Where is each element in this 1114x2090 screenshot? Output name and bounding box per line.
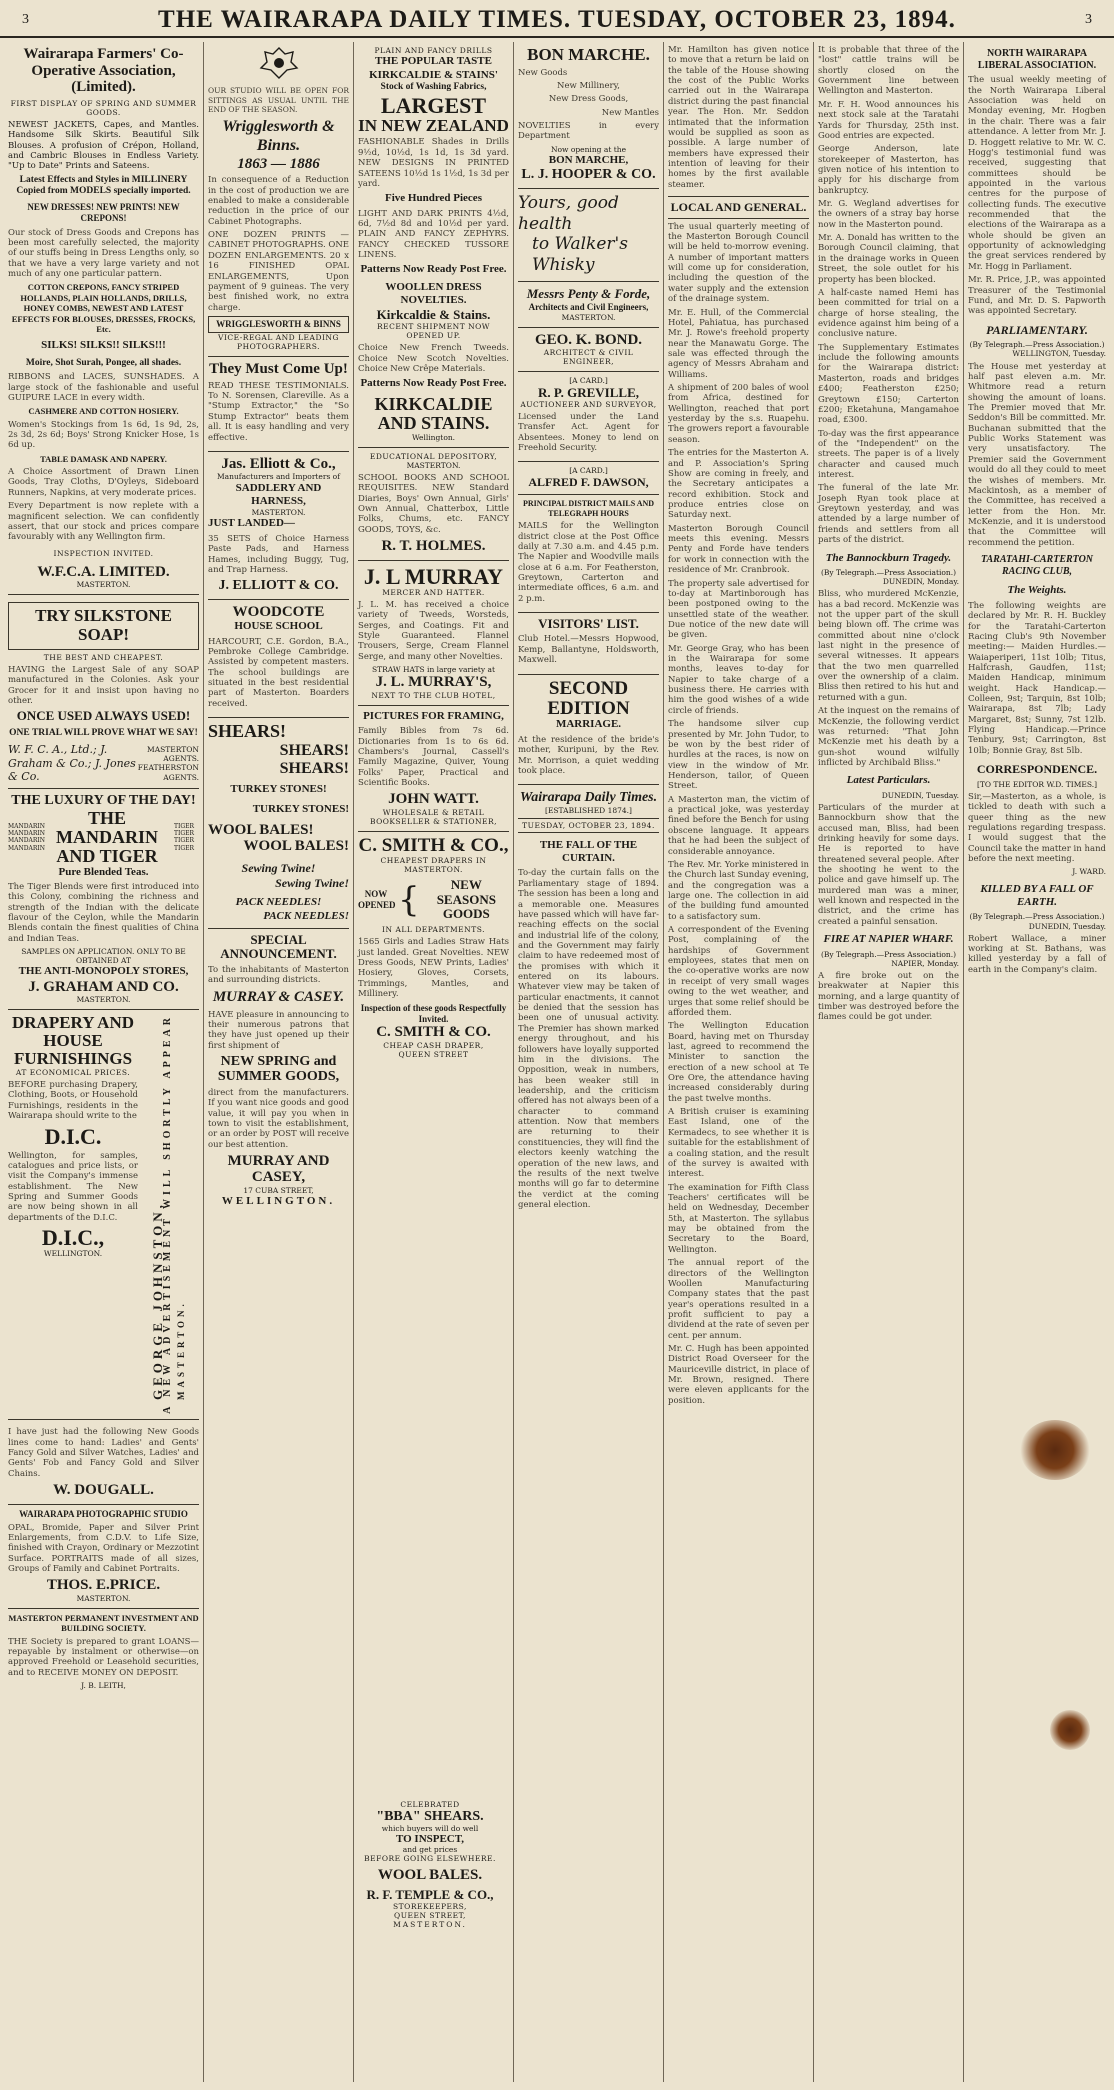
photo-ad	[8, 1505, 199, 1609]
cheapest-drapers: CHEAPEST DRAPERS IN MASTERTON.	[380, 856, 487, 875]
murray-filler-2: HAVE pleasure in announcing to their numerous patrons that they have just opened up their first shipment of	[208, 1009, 349, 1051]
woollen: WOOLLEN DRESS NOVELTIES.	[385, 280, 482, 307]
silkstone-title: TRY SILKSTONE SOAP!	[8, 602, 199, 649]
date-line: TUESDAY, OCTOBER 23, 1894.	[518, 818, 659, 833]
col6-body-7: The Supplementary Estimates include the following amounts for the Wairarapa district: Masterton, roads and bridges £400; Featherston £250; Greytown £150; Carterton £200; Eketahuna, Mangamahoe road, £300.	[818, 342, 959, 426]
smith-name: C. SMITH & CO.,	[358, 835, 509, 857]
temple-town: MASTERTON.	[393, 1920, 467, 1930]
bannockburn: The Bannockburn Tragedy.	[825, 551, 952, 564]
fire-body: A fire broke out on the breakwater at Napier this morning, and a large quantity of timber was destroyed before the flames could be got under.	[818, 970, 959, 1023]
hooper: L. J. HOOPER & CO.	[521, 167, 656, 183]
silkstone-sub: THE BEST AND CHEAPEST.	[43, 652, 164, 662]
pure-blended: Pure Blended Teas.	[58, 865, 149, 878]
new-spring-goods: NEW SPRING and SUMMER GOODS,	[217, 1054, 340, 1085]
column-1	[4, 42, 204, 2082]
latest-body: Particulars of the murder at Bannockburn show that the accused man, Bliss, had been drinking heavily for some days. He is reported to have threatened several people. After the shooting he went to the police and gave himself up. The murdered man was a miner, well known and respected in the district, and the crime has created a painful sensation.	[818, 802, 959, 927]
nwla-title: NORTH WAIRARAPA LIBERAL ASSOCIATION.	[977, 48, 1097, 72]
weights-title: The Weights.	[1007, 584, 1067, 597]
whisky-line-2: to Walker's Whisky	[532, 234, 628, 275]
murray-filler-1: To the inhabitants of Masterton and surrounding districts.	[208, 964, 349, 985]
table-damask: TABLE DAMASK AND NAPERY.	[40, 453, 167, 464]
sewing-twine: Sewing Twine!	[241, 860, 316, 875]
wb-block: WRIGGLESWORTH & BINNS	[208, 316, 349, 333]
watt-ad	[358, 706, 509, 832]
col5-body-17: Mr. C. Hugh has been appointed District Road Overseer for the Mauriceville district, in place of Mr. Brown, resigned. There were eleven applicants for the position.	[668, 1344, 809, 1406]
fire-title: FIRE AT NAPIER WHARF.	[823, 933, 954, 946]
wb-filler-1: In consequence of a Reduction in the cost of production we are enabled to make a considerable reduction in the price of our Cabinet Photographs.	[208, 175, 349, 227]
column-7	[964, 42, 1110, 2082]
turkey-stones-2: TURKEY STONES!	[252, 802, 349, 815]
recent-shipment: RECENT SHIPMENT NOW OPENED UP.	[377, 321, 490, 341]
masterton-agents: MASTERTON AGENTS.	[147, 745, 199, 764]
dic-wellington: WELLINGTON.	[43, 1249, 103, 1259]
new-mantles: New Mantles	[601, 107, 659, 118]
five-hundred: Five Hundred Pieces	[385, 192, 482, 205]
wool-bales-col2-b: WOOL BALES!	[243, 838, 349, 855]
col5-body-14: A British cruiser is examining East Island, one of the Kermadecs, to see whether it is suitable for the establishment of a coaling station, and the result of the survey is awaited with interest.	[668, 1107, 809, 1180]
silkstone-agents	[8, 743, 199, 783]
luxury-title: THE LUXURY OF THE DAY!	[11, 793, 196, 809]
graham-name: J. GRAHAM AND CO.	[28, 978, 179, 995]
bon-marche: BON MARCHE.	[527, 45, 650, 64]
celebrated: CELEBRATED	[400, 1800, 460, 1809]
postal-filler: MAILS for the Wellington district close at the Post Office daily at 7.30 a.m. and 4.45 p.m. The Napier and Woodville mails close at 6 a.m. For Featherston, Greytown, Carterton and intermediate offices, 6 a.m. and 2 p.m.	[518, 521, 659, 604]
whisky-line-1: Yours, good health	[518, 192, 619, 234]
watt-wholesale: WHOLESALE & RETAIL BOOKSELLER & STATIONER,	[369, 807, 498, 826]
greville-ad	[518, 372, 659, 462]
parliamentary: PARLIAMENTARY.	[986, 322, 1088, 337]
farmers-body: NEWEST JACKETS, Capes, and Mantles. Handsome Silk Skirts. Beautiful Silk Blouses. A profusion of Crépon, Holland, and Cambric Blouses in Endless Variety. "Up to Date" Prints and Sateens.	[8, 119, 199, 172]
col6-body-3: George Anderson, late storekeeper of Masterton, has given notice of his intention to apply for his discharge from bankruptcy.	[818, 144, 959, 196]
bannock-body-2: At the inquest on the remains of McKenzie, the following verdict was returned: "That John McKenzie met his death by a gun-shot wound wilfully inflicted by Archibald Bliss."	[818, 706, 959, 768]
must-come-up-filler: READ THESE TESTIMONIALS. To N. Sorensen, Clareville. As a "Stump Extractor," the "So Stump Extractor" beats them all. It is easy handling and very effective.	[208, 380, 349, 443]
john-watt: JOHN WATT.	[388, 791, 479, 808]
fall-body: To-day the curtain falls on the Parliamentary stage of 1894. The session has been a long and a memorable one. Measures have passed which will have far-reaching effects on the social and industrial life of the colony, and the Government may fairly claim to have redeemed most of the promises with which it entered on its labours. Whatever view may be taken of particular enactments, it cannot be denied that the session has been one of unusual activity. The Premier has shown marked energy throughout, and his followers have loyally supported him in the divisions. The Opposition, weak in numbers, has been weaker still in leadership, and the criticism offered has not always been of a character to command attention. Now that members are returning to their constituencies, they will find the electors keenly watching the operation of the new laws, and the results of the next twelve months will go far to determine the verdict at the coming general election.	[518, 868, 659, 1210]
elliott-town: MASTERTON.	[251, 508, 306, 518]
bond-name: GEO. K. BOND.	[534, 331, 643, 348]
bon-marche-ad	[518, 42, 659, 189]
col5-body-5: The entries for the Masterton A. and P. Association's Spring Show are coming in freely, and the Secretary anticipates a record exhibition. Stock and produce entries close on Saturday next.	[668, 448, 809, 521]
col5-body-3: Mr. E. Hull, of the Commercial Hotel, Pahiatua, has purchased Mr. J. Rowe's freehold property near the Manawatu Gorge. The sale was effected through the agency of Messrs Abraham and Williams.	[668, 307, 809, 380]
greville-sub: AUCTIONEER AND SURVEYOR,	[520, 399, 657, 409]
elliott-filler-1: Manufacturers and Importers of	[217, 472, 340, 482]
fall-title: THE FALL OF THE CURTAIN.	[539, 838, 638, 865]
temple-wool-bales: WOOL BALES.	[377, 1867, 483, 1884]
silkstone-filler: HAVING the Largest Sale of any SOAP manufactured in the Colonies. Ask your Grocer for it and insist upon having no other.	[8, 664, 199, 707]
pack-needles-2: PACK NEEDLES!	[263, 909, 349, 922]
second-edition	[518, 675, 659, 786]
to-inspect: TO INSPECT,	[395, 1833, 465, 1846]
new-seasons: NEW SEASONS GOODS	[436, 877, 496, 921]
farmers-filler-1: Our stock of Dress Goods and Crepons has been most carefully selected, the majority of our stuffs being in Dress Lengths only, so that we have a very large variety and not much of any one particular pattern.	[8, 227, 199, 280]
col5-body-6: Masterton Borough Council meets this evening. Messrs Penty and Forde have tenders for work in connection with the residence of Mr. Cranbrook.	[668, 523, 809, 576]
kirk-filler-1: FASHIONABLE Shades in Drills 9½d, 10½d, 1s 1d, 1s 3d yard. NEW DESIGNS IN PRINTED SATEENS 10½d 1s 1½d, 1s 3d per yard.	[358, 137, 509, 189]
mandarin-ad	[8, 789, 199, 1010]
parl-body: The House met yesterday at half past eleven a.m. Mr. Whitmore read a return showing the amount of loans. The Premier moved that Mr. Seddon's Bill be committed. Mr. Buchanan submitted that the Public Works Statement was very unsatisfactory. The Premier said the Government would do all they could to meet the wishes of members. Mr. Mackintosh, as a member of the Committee, has received a letter from the Hon. Mr. McKenzie, and it is understood that the Committee will recommend the petition.	[968, 361, 1106, 548]
cotton-crepons: COTTON CREPONS, FANCY STRIPED HOLLANDS, PLAIN HOLLANDS, DRILLS, HONEY COMBS, NEWEST AND LATEST EFFECTS FOR BLOUSES, DRESSES, FROCKS, Etc.	[11, 282, 196, 334]
times-block: Wairarapa Daily Times.	[519, 790, 658, 806]
col5-body-9: The handsome silver cup presented by Mr. John Tudor, to be won by the best rider of hurdles at the races, is now on view in the window of Mr. Henderson, tailor, of Queen Street.	[668, 719, 809, 792]
smith-ad	[358, 832, 509, 1064]
columns	[4, 42, 1110, 2086]
saddlery: SADDLERY AND HARNESS,	[235, 481, 322, 507]
postal-ad	[518, 495, 659, 613]
murray-casey: MURRAY & CASEY.	[212, 989, 345, 1006]
visitors-ad	[518, 613, 659, 674]
column-3	[354, 42, 514, 2082]
holmes-filler: SCHOOL BOOKS AND SCHOOL REQUISITES. NEW Standard Diaries, Boys' Own Annual, Girls' Own Annual, Chatterbox, Little Folks, Chums, etc. FANCY GOODS, TOYS, &c.	[358, 472, 509, 535]
penty-name: Messrs Penty & Forde,	[526, 285, 651, 301]
novelties: NOVELTIES in every Department	[518, 121, 659, 142]
col6-body-2: Mr. F. H. Wood announces his next stock sale at the Taratahi Yards for Thursday, 25th inst. Good entries are expected.	[818, 99, 959, 141]
elliott-ad	[208, 452, 349, 600]
drapery-title: DRAPERY AND HOUSE FURNISHINGS	[11, 1013, 135, 1069]
greville-name: R. P. GREVILLE,	[537, 384, 640, 400]
queen-street: QUEEN STREET	[398, 1050, 469, 1060]
patterns-2: Patterns Now Ready Post Free.	[360, 377, 507, 390]
jas-elliott: Jas. Elliott & Co.,	[221, 455, 336, 472]
must-come-up-ad	[208, 357, 349, 452]
killed-dunedin: DUNEDIN, Tuesday.	[1028, 921, 1106, 931]
now-opened-row	[358, 878, 509, 921]
kirk-wellington: Wellington.	[411, 432, 456, 442]
elliott-co: J. ELLIOTT & CO.	[218, 578, 339, 594]
penty-town: MASTERTON.	[561, 312, 616, 322]
wool-bales-col2: WOOL BALES!	[208, 821, 314, 838]
established: [ESTABLISHED 1874.]	[545, 806, 632, 816]
brace-icon: {	[398, 879, 420, 920]
dawson-card: [A CARD.]	[569, 466, 608, 476]
now-opened: NOW OPENED	[358, 888, 396, 910]
johnston-town: MASTERTON.	[176, 1300, 186, 1400]
johnston-vertical-1: A NEW ADVERTISEMENT WILL SHORTLY APPEAR	[162, 1014, 174, 1415]
murray-filler: J. L. M. has received a choice variety of Tweeds, Worsteds, Serges, and Coatings. Fit and Style Guaranteed. Flannel Trousers, Serge, Cream Flannel Serge, and many other Novelties.	[358, 599, 509, 662]
paper-stain	[1020, 1420, 1090, 1480]
fire-press: (By Telegraph.—Press Association.)	[820, 949, 957, 959]
new-goods: New Goods	[518, 67, 568, 78]
photo-title: WAIRARAPA PHOTOGRAPHIC STUDIO	[19, 1508, 188, 1519]
temple-queen: QUEEN STREET,	[394, 1911, 466, 1921]
greville-filler: Licensed under the Land Transfer Act. Agent for Absentees. Money to lend on Freehold Security.	[518, 412, 659, 454]
holmes-town: MASTERTON.	[406, 460, 461, 470]
latest-dunedin: DUNEDIN, Tuesday.	[881, 790, 959, 800]
col5-body-11: The Rev. Mr. Yorke ministered in the Church last Sunday evening, and the congregation was a large one. The collection in aid of the building fund amounted to a satisfactory sum.	[668, 859, 809, 922]
anti-monopoly: THE ANTI-MONOPOLY STORES,	[18, 965, 189, 978]
smith-inspection: Inspection of these goods Respectfully Invited.	[360, 1002, 507, 1024]
plain-fancy: PLAIN AND FANCY DRILLS	[374, 46, 493, 55]
now-opening: Now opening at the	[550, 144, 627, 154]
temple-ad	[358, 1800, 502, 1929]
dic-name: D.I.C.	[44, 1123, 102, 1149]
col6-body-8: To-day was the first appearance of the "Independent" on the streets. The paper is of a lively character and caused much interest.	[818, 428, 959, 481]
new-millinery: New Millinery,	[557, 81, 620, 92]
popular-taste: THE POPULAR TASTE	[375, 55, 492, 68]
col5-body-13: The Wellington Education Board, having met on Thursday last, agreed to recommend the Minister to sanction the erection of a new school at Te Ore Ore, the attendance having increased considerably during the past twelve months.	[668, 1021, 809, 1104]
samples: SAMPLES ON APPLICATION. ONLY TO BE OBTAINED AT	[21, 947, 186, 966]
pictures: PICTURES FOR FRAMING,	[363, 709, 504, 722]
shears-2: SHEARS! SHEARS!	[279, 741, 349, 777]
bannock-dunedin: DUNEDIN, Monday.	[882, 577, 959, 587]
marriage-title: MARRIAGE.	[555, 718, 622, 731]
col6-body-1: It is probable that three of the "lost" cattle trains will be shortly closed on the Government line between Wellington and Masterton.	[818, 45, 959, 97]
greville-card: [A CARD.]	[569, 376, 608, 386]
col5-body-4: A shipment of 200 bales of wool from Africa, destined for Wellington, reached that port yesterday by the s.s. Ruapehu. The growers report a favourable season.	[668, 383, 809, 445]
mandarin-filler: The Tiger Blends were first introduced into this Colony, combining the richness and strength of the Indian with the delicate flavour of the Ceylon, while the Mandarin Blends contain the finest qualities of China and Indian Teas.	[8, 881, 199, 944]
kirk-filler-3: Choice New French Tweeds. Choice New Scotch Novelties. Choice New Crêpe Materials.	[358, 343, 509, 374]
club-hotel: NEXT TO THE CLUB HOTEL,	[371, 690, 496, 700]
col5-body-1: Mr. Hamilton has given notice to move that a return be laid on the table of the House showing the cost of the Public Works carried out in the Wairarapa district during the past financial year. The Hon. Mr. Seddon intimated that the information would be supplied as soon as possible. A large number of members have expressed their intention of leaving for their homes by the first available steamer.	[668, 45, 809, 190]
farmers-filler-5: Every Department is now replete with a magnificent selection. We can confidently assert, that our stock and prices compare favourably with any Wellington firm.	[8, 501, 199, 543]
leith-name: J. B. LEITH,	[81, 1681, 126, 1691]
special-announcement: SPECIAL ANNOUNCEMENT.	[220, 932, 337, 962]
murray-casey-ad	[208, 929, 349, 1214]
largest: LARGEST	[380, 92, 487, 118]
holmes-ad	[358, 448, 509, 561]
watt-filler: Family Bibles from 7s 6d. Dictionaries from 1s to 6s 6d. Chambers's Journal, Cassell's Family Magazine, Quiver, Young Folks' Paper, Practical and Scientific Books.	[358, 726, 509, 788]
col5-body-15: The examination for Fifth Class Teachers' certificates will be held on Wednesday, December 5th, at Masterton. The syllabus may be obtained from the Secretary to the Board, Wellington.	[668, 1182, 809, 1255]
taratahi-title: TARATAHI-CARTERTON RACING CLUB,	[980, 554, 1094, 578]
building-society-title: MASTERTON PERMANENT INVESTMENT AND BUILDING SOCIETY.	[8, 1613, 199, 1634]
dougall-filler: I have just had the following New Goods lines come to hand: Ladies' and Gents' Fancy Gold and Silver Watches, Ladies' and Gents' Fob and Fancy Gold and Silver Chains.	[8, 1427, 199, 1479]
which-buyers: which buyers will do well	[381, 1824, 479, 1834]
killed-body: Robert Wallace, a miner working at St. Bathans, was killed yesterday by a fall of earth in the Company's claim.	[968, 933, 1106, 975]
one-trial: ONE TRIAL WILL PROVE WHAT WE SAY!	[9, 727, 198, 738]
col6-body-5: Mr. A. Donald has written to the Borough Council claiming, that in the drainage works in Queen Street, the sole outlet for his property has been blocked.	[818, 233, 959, 285]
fire-napier: NAPIER, Monday.	[891, 958, 959, 968]
mandarin-table	[8, 809, 199, 866]
masthead	[0, 4, 1114, 38]
kirk-stains: KIRKCALDIE & STAINS'	[369, 68, 498, 81]
farmers-filler-4: A Choice Assortment of Drawn Linen Goods, Tray Cloths, D'Oyleys, Sideboard Runners, Napkins, at very moderate prices.	[8, 467, 199, 498]
building-society-filler: THE Society is prepared to grant LOANS—repayable by instalment or otherwise—on approved Freehold or Leasehold securities, and to RECEIVE MONEY ON DEPOSIT.	[8, 1636, 199, 1678]
murray-name: J. L MURRAY	[363, 563, 504, 589]
col5-body-8: Mr. George Gray, who has been in the Wairarapa for some months, leaves to-day for Napier to take charge of a business there. He carries with him the good wishes of a wide circle of friends.	[668, 643, 809, 716]
mercer-hatter: MERCER AND HATTER.	[382, 587, 485, 597]
temple-name: R. F. TEMPLE & CO.,	[366, 1886, 494, 1902]
dougall-ad	[8, 1420, 199, 1504]
wb-notice: OUR STUDIO WILL BE OPEN FOR SITTINGS AS USUAL UNTIL THE END OF THE SEASON.	[208, 86, 349, 114]
mandarin-side-right: TIGER TIGER TIGER TIGER	[173, 822, 195, 852]
economical: AT ECONOMICAL PRICES.	[15, 1067, 131, 1077]
col5-body-12: A correspondent of the Evening Post, complaining of the hardships of Government employees, states that men on the co-operative works are now in receipt of very small wages owing to the wet weather, and urges that some relief should be afforded them.	[668, 925, 809, 1018]
kirkcaldie: KIRKCALDIE	[374, 393, 493, 414]
wb-ad	[208, 42, 349, 357]
bond-ad	[518, 328, 659, 373]
shears-ad	[208, 718, 349, 929]
dougall-name: W. DOUGALL.	[53, 1482, 154, 1499]
dawson-name: ALFRED F. DAWSON,	[528, 474, 649, 489]
woodcote-filler: HARCOURT, C.E. Gordon, B.A., Pembroke College Cambridge. Assisted by competent masters. The school buildings are situated in the best residential part of Masterton. Boarders received.	[208, 636, 349, 709]
shears-1: SHEARS!	[208, 721, 287, 742]
silkstone-agents-list: W. F. C. A., Ltd.; J. Graham & Co.; J. Jones & Co.	[8, 743, 136, 784]
jward: J. WARD.	[1072, 867, 1106, 877]
smith-filler: 1565 Girls and Ladies Straw Hats just landed. Great Novelties. NEW Dress Goods, NEW Prints, Ladies' Hosiery, Gloves, Corsets, Trimmings, Mantles, and Millinery.	[358, 937, 509, 1000]
col5-body-10: A Masterton man, the victim of a practical joke, was yesterday fined before the Bench for using obscene language. It appears that he had been the subject of considerable annoyance.	[668, 794, 809, 857]
wb-script-name: Wrigglesworth & Binns.	[222, 117, 335, 155]
col6-body-6: A half-caste named Hemi has been committed for trial on a charge of horse stealing, the evidence against him being of a conclusive nature.	[818, 287, 959, 340]
bannock-body-1: Bliss, who murdered McKenzie, has a bad record. McKenzie was not the upper part of the skull being blown off. The crime was committed about nine o'clock last night in the presence of several witnesses. It appears that the two men quarrelled over the ownership of a claim. Bliss then retired to his hut and returned with a gun.	[818, 589, 959, 703]
inspection-invited: INSPECTION INVITED.	[53, 548, 154, 558]
killed-press: (By Telegraph.—Press Association.)	[969, 912, 1105, 922]
woodcote-ad	[208, 600, 349, 718]
sewing-twine-2: Sewing Twine!	[275, 875, 349, 890]
johnston-vertical	[150, 1100, 186, 1400]
new-dress: New Dress Goods,	[548, 94, 629, 105]
holmes-name: R. T. HOLMES.	[381, 538, 486, 555]
paper-stain-2	[1050, 1710, 1090, 1750]
page-number-right: 3	[1084, 12, 1092, 27]
silks: SILKS! SILKS!! SILKS!!!	[41, 339, 166, 352]
pack-needles: PACK NEEDLES!	[235, 896, 322, 909]
farmers-title: Wairarapa Farmers' Co-Operative Association, (Limited).	[23, 46, 184, 95]
cashmere: CASHMERE AND COTTON HOSIERY.	[28, 406, 179, 417]
murray-filler-3: direct from the manufacturers. If you want nice goods and good value, it will pay you when in town to visit the establishment, or an order by POST will receive our best attention.	[208, 1087, 349, 1150]
murrays-name: J. L. MURRAY'S,	[375, 674, 492, 691]
nwla-body: The usual weekly meeting of the North Wairarapa Liberal Association was held on Monday evening, Mr. Hogben in the chair. There was a fair attendance. A letter from Mr. J. D. Hoggett relative to Mr. W. C. Hogg's testimonial fund was received, suggesting that committees should be appointed in the various centres for the purpose of collecting funds. The executive recommended that the elections of the Wairarapa as a whole should be given an opportunity of acknowledging the great services rendered by Mr. Hogg in Parliament.	[968, 75, 1106, 272]
straw-hats: STRAW HATS in large variety at	[371, 665, 495, 674]
marriage-filler: At the residence of the bride's mother, Kuripuni, by the Rev. Mr. Morrison, a quiet wedding took place.	[518, 734, 659, 776]
second-edition-title: SECOND EDITION	[547, 677, 630, 719]
killed-title: KILLED BY A FALL OF EARTH.	[980, 882, 1094, 909]
whisky-ad	[518, 189, 659, 282]
dawson-ad	[518, 462, 659, 494]
johnston-name: GEORGE JOHNSTON,	[150, 1201, 165, 1400]
kirk-filler-2: LIGHT AND DARK PRINTS 4½d, 6d, 7½d 8d and 10½d per yard. PLAIN AND FANCY ZEPHYRS. FANCY CHECKED TUSSORE LINENS.	[358, 208, 509, 261]
murray-ad	[358, 561, 509, 706]
parl-wellington: WELLINGTON, Tuesday.	[1012, 349, 1106, 359]
price-town: MASTERTON.	[76, 1593, 131, 1603]
col6-body-4: Mr. G. Wegland advertises for the owners of a stray bay horse now in the Masterton pound.	[818, 199, 959, 230]
visitors-list: VISITORS' LIST.	[538, 616, 639, 632]
col5-body-16: The annual report of the directors of the Wellington Woollen Manufacturing Company states that the past year's operations resulted in a profit sufficient to pay a dividend at the rate of seven per cent. per annum.	[668, 1258, 809, 1341]
column-2	[204, 42, 354, 2082]
get-prices: and get prices	[402, 1845, 458, 1855]
must-come-up: They Must Come Up!	[209, 361, 348, 378]
building-society-ad	[8, 1609, 199, 1695]
newspaper-title: THE WAIRARAPA DAILY TIMES. TUESDAY, OCTOBER 23, 1894.	[158, 6, 956, 33]
correspondence: CORRESPONDENCE.	[976, 762, 1098, 777]
to-editor: [TO THE EDITOR W.D. TIMES.]	[976, 779, 1098, 789]
cheap-cash: CHEAP CASH DRAPER,	[383, 1040, 484, 1050]
all-departments: IN ALL DEPARTMENTS.	[382, 925, 485, 935]
parl-press: (By Telegraph.—Press Association.)	[969, 340, 1105, 350]
kirk-2: Kirkcaldie & Stains.	[376, 306, 491, 322]
nwla-body-2: Mr. R. Price, J.P., was appointed Treasurer of the Testimonial Fund, and Mr. D. S. Papworth was appointed Secretary.	[968, 275, 1106, 317]
postal-title: PRINCIPAL DISTRICT MAILS AND TELEGRAPH HOURS	[522, 498, 655, 518]
farmers-ad	[8, 42, 199, 595]
house-school: HOUSE SCHOOL	[234, 620, 323, 633]
washing: Stock of Washing Fabrics,	[380, 81, 487, 92]
farmers-filler-3: Women's Stockings from 1s 6d, 1s 9d, 2s, 2s 3d, 2s 6d; Boys' Strong Knicker Hose, 1s 6d up.	[8, 419, 199, 451]
dic-name-2: D.I.C.,	[41, 1225, 105, 1251]
local-general: LOCAL AND GENERAL.	[668, 196, 809, 219]
mandarin-title: THE MANDARIN AND TIGER	[56, 807, 158, 866]
bannock-press: (By Telegraph.—Press Association.)	[820, 567, 957, 577]
column-4	[514, 42, 664, 2082]
penty-ad	[518, 282, 659, 328]
col6-body-9: The funeral of the late Mr. Joseph Ryan took place at Greytown yesterday, and was attended by a large number of friends and settlers from all parts of the district.	[818, 483, 959, 546]
before-elsewhere: BEFORE GOING ELSEWHERE.	[364, 1854, 496, 1864]
wfca-name: W.F.C.A. LIMITED.	[37, 563, 170, 580]
woodcote-title: WOODCOTE	[232, 603, 325, 620]
page-number-left: 3	[22, 12, 29, 27]
mandarin-side-left: MANDARIN MANDARIN MANDARIN MANDARIN	[8, 822, 46, 852]
wb-filler-2: ONE DOZEN PRINTS — CABINET PHOTOGRAPHS. ONE DOZEN ENLARGEMENTS. 20 x 16 FINISHED OPAL ENLARGEMENTS, Upon payment of 9 guineas. The very best finished work, no extra charge.	[208, 230, 349, 313]
murray-wellington: WELLINGTON.	[221, 1195, 336, 1208]
storekeepers: STOREKEEPERS,	[393, 1902, 467, 1912]
silkstone-ad	[8, 595, 199, 789]
graham-town: MASTERTON.	[76, 995, 131, 1005]
corr-body: Sir,—Masterton, as a whole, is tickled to death with such a queer thing as the new regulations regarding trespass. I would suggest that the Council take the matter in hand before the next meeting.	[968, 791, 1106, 865]
cuba-street: 17 CUBA STREET,	[243, 1185, 314, 1195]
photo-filler: OPAL, Bromide, Paper and Silver Print Enlargements, from C.D.V. to Life Size, finished with Crayon, Ordinary or Mezzotint Surface. PORTRAITS made of all sizes, Groups of Family and Cabinet Portraits.	[8, 1522, 199, 1575]
kirkcaldie-ad-1	[358, 42, 509, 448]
weights-body: The following weights are declared by Mr. R. H. Buckley for the Taratahi-Carterton Racing Club's 9th November meeting:— Maiden Hurdles.—Waiaperiperi, 11st 10lb; Titus, Halfcrash, Gaudfen, 11st; Maiden Handicap, minimum weight. Hack Handicap.—Colleen, 9st; Tarquin, 8st 10lb; Wairarapa, 8st 7lb; Lady Margaret, 8st; Sunny, 7st 12lb. Flying Handicap.—Prince Tenbury, 9st; Carrington, 8st 10lb; Bonnie Gray, 8st 5lb.	[968, 600, 1106, 756]
price-name: THOS. E.PRICE.	[46, 1577, 161, 1594]
smith-name-2: C. SMITH & CO.	[376, 1024, 491, 1041]
moire: Moire, Shot Surah, Pongee, all shades.	[25, 357, 182, 368]
crest-icon	[259, 46, 299, 80]
elliott-filler-2: 35 SETS of Choice Harness Paste Pads, and Harness Hames, including Buggy, Tug, and Trap Harness.	[208, 533, 349, 575]
in-nz: IN NEW ZEALAND	[358, 115, 509, 135]
and-stains: AND STAINS.	[377, 412, 490, 433]
dic-filler-1: BEFORE purchasing Drapery, Clothing, Boots, or Household Furnishings, residents in the Wairarapa should write to the	[8, 1080, 138, 1122]
murray-casey-2: MURRAY AND CASEY,	[227, 1152, 330, 1186]
latest-effects: Latest Effects and Styles in MILLINERY Copied from MODELS specially imported.	[16, 174, 191, 197]
wfca-town: MASTERTON.	[76, 580, 131, 590]
architects: Architects and Civil Engineers,	[528, 301, 649, 312]
bba-shears: "BBA" SHEARS.	[376, 1809, 484, 1824]
column-5	[664, 42, 814, 2082]
bon-marche-2: BON MARCHE,	[548, 153, 629, 166]
times-leader	[518, 785, 659, 1218]
dic-filler-2: Wellington, for samples, catalogues and price lists, or visit the Company's immense establishment. The New Spring and Summer Goods are now being shown in all departments of the D.I.C.	[8, 1150, 138, 1223]
latest-particulars: Latest Particulars.	[846, 774, 931, 787]
visitors-filler: Club Hotel.—Messrs Hopwood, Kemp, Ballantyne, Holdsworth, Maxwell.	[518, 634, 659, 666]
featherston-agents: FEATHERSTON AGENTS.	[137, 763, 199, 782]
new-dresses: NEW DRESSES! NEW PRINTS! NEW CREPONS!	[27, 201, 180, 223]
just-landed: JUST LANDED—	[208, 517, 295, 530]
col5-body-7: The property sale advertised for to-day at Martinborough has been postponed owing to the unsettled state of the weather. Due notice of the new date will be given.	[668, 578, 809, 641]
column-6	[814, 42, 964, 2082]
col5-body-2: The usual quarterly meeting of the Masterton Borough Council will be held to-morrow evening. A number of important matters will come up for consideration, including the question of the water supply and the extension of the drainage system.	[668, 221, 809, 305]
turkey-stones: TURKEY STONES!	[230, 783, 327, 796]
wb-years: 1863 — 1886	[237, 155, 320, 172]
once-used: ONCE USED ALWAYS USED!	[16, 708, 191, 724]
wb-sub: VICE-REGAL AND LEADING PHOTOGRAPHERS.	[218, 332, 339, 352]
farmers-sub: FIRST DISPLAY OF SPRING AND SUMMER GOODS.	[10, 98, 197, 117]
patterns-1: Patterns Now Ready Post Free.	[360, 263, 507, 276]
bond-sub: ARCHITECT & CIVIL ENGINEER,	[543, 348, 634, 367]
educational: EDUCATIONAL DEPOSITORY,	[369, 451, 498, 461]
farmers-filler-2: RIBBONS and LACES, SUNSHADES. A large stock of the fashionable and useful GUIPURE LACE in every width.	[8, 372, 199, 403]
